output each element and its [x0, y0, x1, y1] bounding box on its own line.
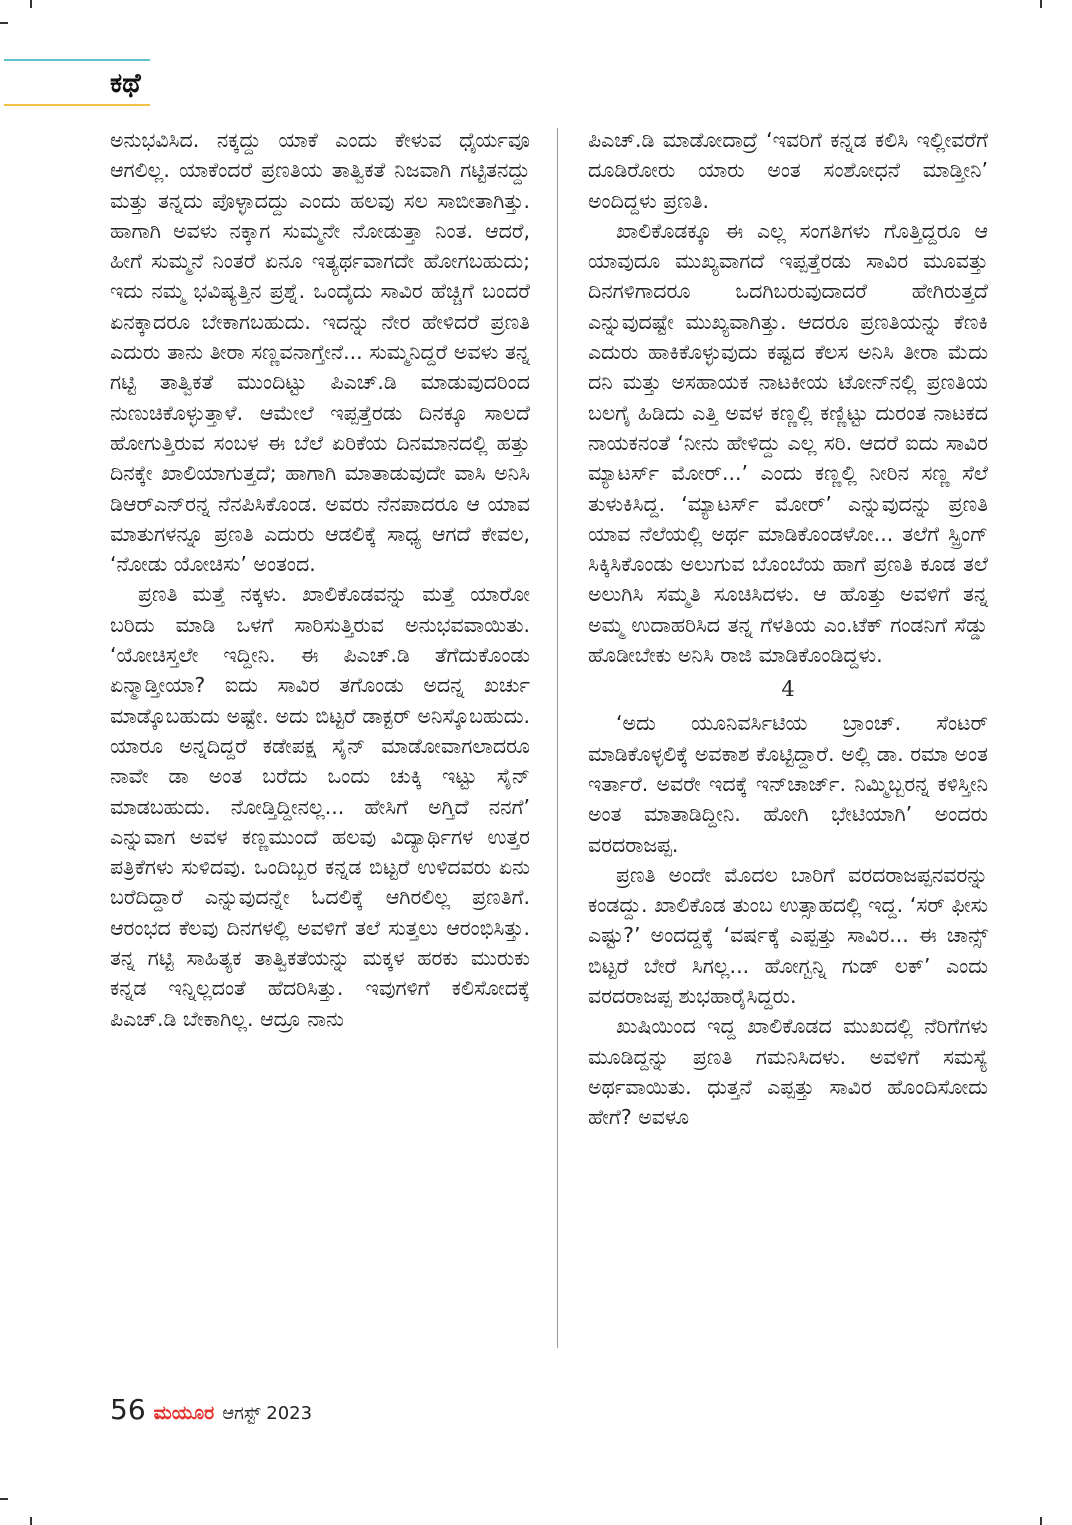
paragraph: ಖುಷಿಯಿಂದ ಇದ್ದ ಖಾಲಿಕೊಡದ ಮುಖದಲ್ಲಿ ನೆರಿಗೆಗಳು ಮೂಡಿದ್ದನ್ನು ಪ್ರಣತಿ ಗಮನಿಸಿದಳು. ಅವಳಿಗೆ ಸಮಸ್ಯೆ ಅರ್ಥವಾಯಿತು. ಧುತ್ತನೆ ಎಪ್ಪತ್ತು ಸಾವಿರ ಹೊಂದಿಸೋದು ಹೇಗೆ? ಅವಳೂ	[588, 1014, 988, 1130]
paragraph: ಪ್ರಣತಿ ಮತ್ತೆ ನಕ್ಕಳು. ಖಾಲಿಕೊಡವನ್ನು ಮತ್ತೆ ಯಾರೋ ಬರಿದು ಮಾಡಿ ಒಳಗೆ ಸಾರಿಸುತ್ತಿರುವ ಅನುಭವವಾಯಿತು. ‘ಯೋಚಿಸ್ತಲೇ ಇದ್ದೀನಿ. ಈ ಪಿಎಚ್.ಡಿ ತೆಗೆದುಕೊಂಡು ಏನ್ಮಾಡ್ತೀಯಾ? ಐದು ಸಾವಿರ ತಗೊಂಡು ಅದನ್ನ ಖರ್ಚು ಮಾಡ್ಕೊಬಹುದು ಅಷ್ಟೇ. ಅದು ಬಿಟ್ಟರೆ ಡಾಕ್ಟರ್ ಅನಿಸ್ಕೊಬಹುದು. ಯಾರೂ ಅನ್ನದಿದ್ದರೆ ಕಡೇಪಕ್ಷ ಸೈನ್ ಮಾಡೋವಾಗಲಾದರೂ ನಾವೇ ಡಾ ಅಂತ ಬರೆದು ಒಂದು ಚುಕ್ಕಿ ಇಟ್ಟು ಸೈನ್ ಮಾಡಬಹುದು. ನೋಡ್ತಿದ್ದೀನಲ್ಲ... ಹೇಸಿಗೆ ಅಗ್ತಿದೆ ನನಗೆ’ ಎನ್ನುವಾಗ ಅವಳ ಕಣ್ಣಮುಂದೆ ಹಲವು ವಿದ್ಯಾರ್ಥಿಗಳ ಉತ್ತರ ಪತ್ರಿಕೆಗಳು ಸುಳಿದವು. ಒಂದಿಬ್ಬರ ಕನ್ನಡ ಬಿಟ್ಟರೆ ಉಳಿದವರು ಏನು ಬರೆದಿದ್ದಾರೆ ಎನ್ನುವುದನ್ನೇ ಓದಲಿಕ್ಕೆ ಆಗಿರಲಿಲ್ಲ ಪ್ರಣತಿಗೆ. ಆರಂಭದ ಕೆಲವು ದಿನಗಳಲ್ಲಿ ಅವಳಿಗೆ ತಲೆ ಸುತ್ತಲು ಆರಂಭಿಸಿತ್ತು. ತನ್ನ ಗಟ್ಟಿ ಸಾಹಿತ್ಯಕ ತಾತ್ವಿಕತೆಯನ್ನು ಮಕ್ಕಳ ಹರಕು ಮುರುಕು ಕನ್ನಡ ಇನ್ನಿಲ್ಲದಂತೆ ಹೆದರಿಸಿತ್ತು. ಇವುಗಳಿಗೆ ಕಲಿಸೋದಕ್ಕೆ ಪಿಎಚ್.ಡಿ ಬೇಕಾಗಿಲ್ಲ. ಆದ್ರೂ ನಾನು	[110, 582, 530, 1031]
header-rule-bottom	[4, 104, 150, 106]
header-rule-top	[4, 59, 150, 61]
issue-date: ಆಗಸ್ಟ್ 2023	[222, 1403, 313, 1424]
paragraph: ಪಿಎಚ್.ಡಿ ಮಾಡೋದಾದ್ರೆ ‘ಇವರಿಗೆ ಕನ್ನಡ ಕಲಿಸಿ ಇಲ್ಲೀವರೆಗೆ ದೂಡಿರೋರು ಯಾರು ಅಂತ ಸಂಶೋಧನೆ ಮಾಡ್ತೀನಿ’ ಅಂದಿದ್ದಳು ಪ್ರಣತಿ.	[588, 128, 988, 213]
column-divider	[557, 128, 558, 1348]
crop-mark	[1040, 0, 1042, 8]
page-number: 56	[110, 1393, 146, 1426]
section-title: ಕಥೆ	[110, 68, 141, 99]
paragraph: ‘ಅದು ಯೂನಿವರ್ಸಿಟಿಯ ಬ್ರಾಂಚ್. ಸೆಂಟರ್ ಮಾಡಿಕೊಳ್ಳಲಿಕ್ಕೆ ಅವಕಾಶ ಕೊಟ್ಟಿದ್ದಾರೆ. ಅಲ್ಲಿ ಡಾ. ರಮಾ ಅಂತ ಇರ್ತಾರೆ. ಅವರೇ ಇದಕ್ಕೆ ಇನ್‌ಚಾರ್ಜ್. ನಿಮ್ಮಿಬ್ಬರನ್ನ ಕಳಿಸ್ತೀನಿ ಅಂತ ಮಾತಾಡಿದ್ದೀನಿ. ಹೋಗಿ ಭೇಟಿಯಾಗಿ’ ಅಂದರು ವರದರಾಜಪ್ಪ.	[588, 711, 988, 857]
paragraph: ಅನುಭವಿಸಿದ. ನಕ್ಕದ್ದು ಯಾಕೆ ಎಂದು ಕೇಳುವ ಧೈರ್ಯವೂ ಆಗಲಿಲ್ಲ. ಯಾಕೆಂದರೆ ಪ್ರಣತಿಯ ತಾತ್ವಿಕತೆ ನಿಜವಾಗಿ ಗಟ್ಟಿತನದ್ದು ಮತ್ತು ತನ್ನದು ಪೊಳ್ಳಾದದ್ದು ಎಂದು ಹಲವು ಸಲ ಸಾಬೀತಾಗಿತ್ತು. ಹಾಗಾಗಿ ಅವಳು ನಕ್ಕಾಗ ಸುಮ್ಮನೇ ನೋಡುತ್ತಾ ನಿಂತ. ಆದರೆ, ಹೀಗೆ ಸುಮ್ಮನೆ ನಿಂತರೆ ಏನೂ ಇತ್ಯರ್ಥವಾಗದೇ ಹೋಗಬಹುದು; ಇದು ನಮ್ಮ ಭವಿಷ್ಯತ್ತಿನ ಪ್ರಶ್ನೆ. ಒಂದೈದು ಸಾವಿರ ಹೆಚ್ಚಿಗೆ ಬಂದರೆ ಏನಕ್ಕಾದರೂ ಬೇಕಾಗಬಹುದು. ಇದನ್ನು ನೇರ ಹೇಳಿದರೆ ಪ್ರಣತಿ ಎದುರು ತಾನು ತೀರಾ ಸಣ್ಣವನಾಗ್ತೇನೆ... ಸುಮ್ಮನಿದ್ದರೆ ಅವಳು ತನ್ನ ಗಟ್ಟಿ ತಾತ್ವಿಕತೆ ಮುಂದಿಟ್ಟು ಪಿಎಚ್.ಡಿ ಮಾಡುವುದರಿಂದ ನುಣುಚಿಕೊಳ್ಳುತ್ತಾಳೆ. ಆಮೇಲೆ ಇಪ್ಪತ್ತೆರಡು ದಿನಕ್ಕೂ ಸಾಲದೆ ಹೋಗುತ್ತಿರುವ ಸಂಬಳ ಈ ಬೆಲೆ ಏರಿಕೆಯ ದಿನಮಾನದಲ್ಲಿ ಹತ್ತು ದಿನಕ್ಕೇ ಖಾಲಿಯಾಗುತ್ತದೆ; ಹಾಗಾಗಿ ಮಾತಾಡುವುದೇ ವಾಸಿ ಅನಿಸಿ ಡಿಆರ್‌ಎನ್‌ರನ್ನ ನೆನಪಿಸಿಕೊಂಡ. ಅವರು ನೆನಪಾದರೂ ಆ ಯಾವ ಮಾತುಗಳನ್ನೂ ಪ್ರಣತಿ ಎದುರು ಆಡಲಿಕ್ಕೆ ಸಾಧ್ಯ ಆಗದೆ ಕೇವಲ, ‘ನೋಡು ಯೋಚಿಸು’ ಅಂತಂದ.	[110, 128, 530, 577]
crop-mark	[0, 22, 8, 24]
section-number: 4	[781, 677, 795, 702]
crop-mark	[0, 1498, 8, 1500]
magazine-logo: ಮಯೂರ	[153, 1402, 215, 1424]
paragraph: ಖಾಲಿಕೊಡಕ್ಕೂ ಈ ಎಲ್ಲ ಸಂಗತಿಗಳು ಗೊತ್ತಿದ್ದರೂ ಆ ಯಾವುದೂ ಮುಖ್ಯವಾಗದೆ ಇಪ್ಪತ್ತೆರಡು ಸಾವಿರ ಮೂವತ್ತು ದಿನಗಳಿಗಾದರೂ ಒದಗಿಬರುವುದಾದರೆ ಹೇಗಿರುತ್ತದೆ ಎನ್ನುವುದಷ್ಟೇ ಮುಖ್ಯವಾಗಿತ್ತು. ಆದರೂ ಪ್ರಣತಿಯನ್ನು ಕೆಣಕಿ ಎದುರು ಹಾಕಿಕೊಳ್ಳುವುದು ಕಷ್ಟದ ಕೆಲಸ ಅನಿಸಿ ತೀರಾ ಮೆದು ದನಿ ಮತ್ತು ಅಸಹಾಯಕ ನಾಟಕೀಯ ಟೋನ್‌ನಲ್ಲಿ ಪ್ರಣತಿಯ ಬಲಗೈ ಹಿಡಿದು ಎತ್ತಿ ಅವಳ ಕಣ್ಣಲ್ಲಿ ಕಣ್ಣಿಟ್ಟು ದುರಂತ ನಾಟಕದ ನಾಯಕನಂತೆ ‘ನೀನು ಹೇಳಿದ್ದು ಎಲ್ಲ ಸರಿ. ಆದರೆ ಐದು ಸಾವಿರ ಮ್ಯಾಟರ್ಸ್ ಮೋರ್...’ ಎಂದು ಕಣ್ಣಲ್ಲಿ ನೀರಿನ ಸಣ್ಣ ಸೆಲೆ ತುಳುಕಿಸಿದ್ದ. ‘ಮ್ಯಾಟರ್ಸ್ ಮೋರ್’ ಎನ್ನುವುದನ್ನು ಪ್ರಣತಿ ಯಾವ ನೆಲೆಯಲ್ಲಿ ಅರ್ಥ ಮಾಡಿಕೊಂಡಳೋ... ತಲೆಗೆ ಸ್ಪ್ರಿಂಗ್ ಸಿಕ್ಕಿಸಿಕೊಂಡು ಅಲುಗುವ ಬೊಂಬೆಯ ಹಾಗೆ ಪ್ರಣತಿ ಕೂಡ ತಲೆ ಅಲುಗಿಸಿ ಸಮ್ಮತಿ ಸೂಚಿಸಿದಳು. ಆ ಹೊತ್ತು ಅವಳಿಗೆ ತನ್ನ ಅಮ್ಮ ಉದಾಹರಿಸಿದ ತನ್ನ ಗೆಳತಿಯ ಎಂ.ಟೆಕ್ ಗಂಡನಿಗೆ ಸೆಡ್ಡು ಹೊಡೀಬೇಕು ಅನಿಸಿ ರಾಜಿ ಮಾಡಿಕೊಂಡಿದ್ದಳು.	[588, 218, 988, 668]
crop-mark	[30, 1517, 32, 1525]
page-footer	[110, 1393, 312, 1429]
left-column	[110, 125, 530, 1034]
crop-mark	[30, 0, 32, 8]
paragraph: ಪ್ರಣತಿ ಅಂದೇ ಮೊದಲ ಬಾರಿಗೆ ವರದರಾಜಪ್ಪನವರನ್ನು ಕಂಡದ್ದು. ಖಾಲಿಕೊಡ ತುಂಬ ಉತ್ಸಾಹದಲ್ಲಿ ಇದ್ದ. ‘ಸರ್ ಫೀಸು ಎಷ್ಟು?’ ಅಂದದ್ದಕ್ಕೆ ‘ವರ್ಷಕ್ಕೆ ಎಪ್ಪತ್ತು ಸಾವಿರ... ಈ ಚಾನ್ಸ್ ಬಿಟ್ಟರೆ ಬೇರೆ ಸಿಗಲ್ಲ... ಹೋಗ್ಬನ್ನಿ ಗುಡ್ ಲಕ್’ ಎಂದು ವರದರಾಜಪ್ಪ ಶುಭಹಾರೈಸಿದ್ದರು.	[588, 862, 988, 1009]
right-column	[588, 125, 988, 1133]
crop-mark	[1040, 1517, 1042, 1525]
